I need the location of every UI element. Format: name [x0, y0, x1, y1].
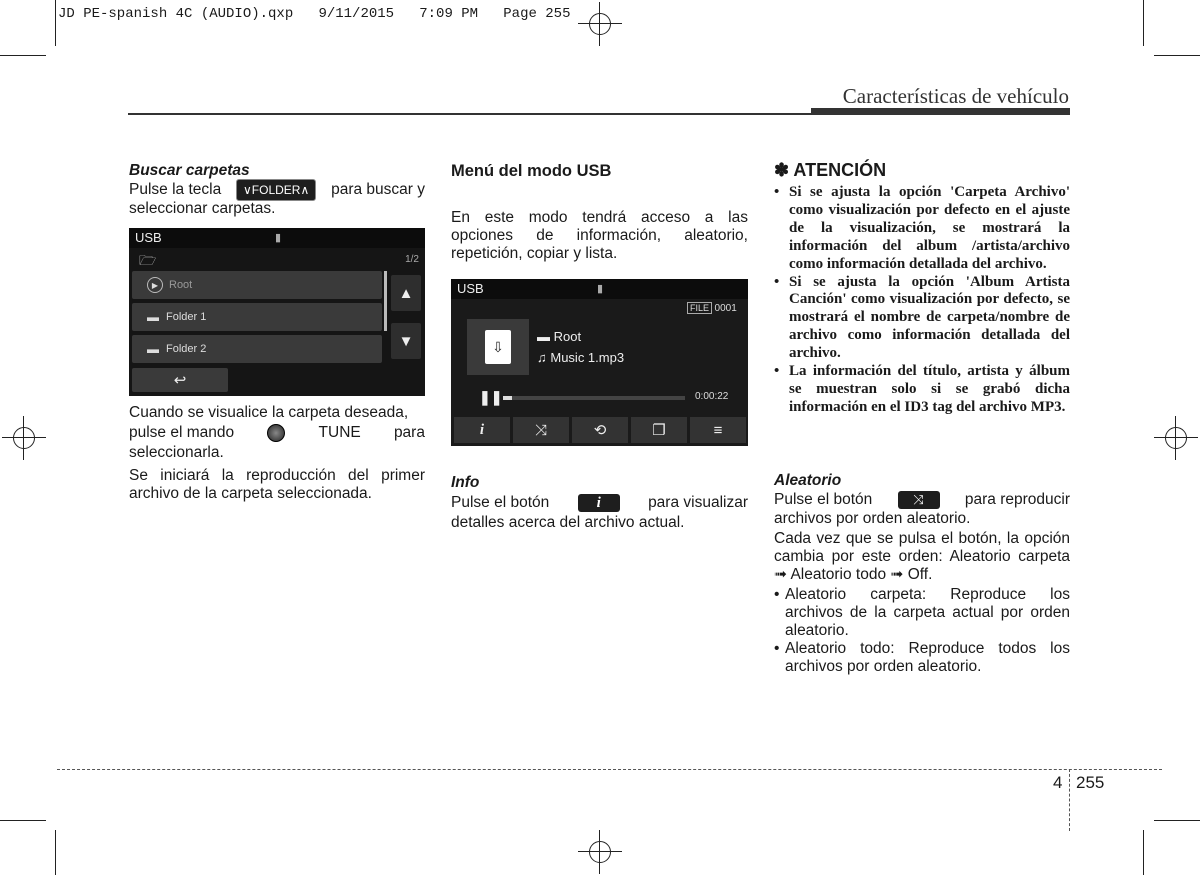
list-item: [774, 640, 1070, 676]
arrow-up-icon: ▲: [398, 284, 414, 302]
folder-line: [537, 329, 581, 344]
column-2-lower: [451, 474, 748, 532]
subtitle-buscar-carpetas: Buscar carpetas: [129, 162, 250, 179]
text: TUNE: [318, 424, 361, 441]
bullet: •: [774, 273, 780, 290]
text: Aleatorio carpeta: Reproduce los archivos de la carpeta actual por orden aleatorio.: [785, 586, 1070, 639]
text: Si se ajusta la opción 'Album Artista Canción' como visualización por defecto, se mostrará el nombre de carpeta/nombre de archivo como información detallada del archivo.: [789, 273, 1070, 362]
back-arrow-icon: ↩: [173, 372, 187, 389]
bullet: •: [774, 184, 780, 200]
bullet: •: [774, 363, 780, 380]
scroll-up-button[interactable]: [391, 275, 421, 311]
file-number: 0001: [714, 303, 737, 314]
text: Pulse el botón: [774, 491, 873, 508]
text: Cada vez que se pulsa el botón, la opción cambia por este orden: Aleatorio carpeta ➟ Aleatorio todo ➟ Off.: [774, 530, 1070, 583]
crop-mark: [1143, 0, 1144, 46]
status-bar: [129, 228, 425, 248]
list-button[interactable]: [690, 417, 746, 443]
folder-icon: ▬: [537, 329, 550, 344]
paragraph-line: [129, 180, 425, 200]
column-1: [129, 162, 425, 218]
text: para: [393, 424, 425, 441]
footer-rule: [57, 769, 1162, 770]
section-title: Características de vehículo: [842, 84, 1069, 108]
usb-drive-icon: ⇩: [485, 330, 511, 364]
info-button[interactable]: [454, 417, 510, 443]
text: para buscar y: [331, 181, 425, 198]
page-indicator: 1/2: [405, 254, 419, 265]
usb-icon: ▮: [275, 232, 282, 244]
registration-mark-top: [578, 2, 622, 46]
progress-fill: [503, 396, 512, 400]
header-rule: [128, 113, 811, 115]
folder-key-label: FOLDER: [251, 183, 301, 197]
arrow-down-icon: ▼: [398, 332, 414, 350]
shuffle-button-icon: ⤨: [898, 491, 940, 509]
tune-knob-icon: [267, 424, 285, 442]
info-button-icon: i: [578, 494, 620, 512]
list-item-label: Folder 2: [166, 343, 207, 355]
repeat-button[interactable]: [572, 417, 628, 443]
album-art: [467, 319, 529, 375]
text: pulse el mando: [129, 424, 235, 441]
info-icon: i: [479, 421, 485, 438]
text: archivos por orden aleatorio.: [774, 510, 971, 527]
text: Aleatorio todo: Reproduce todos los archivos por orden aleatorio.: [785, 640, 1070, 675]
crop-mark: [1154, 55, 1200, 56]
list-item-root[interactable]: [132, 271, 382, 299]
registration-mark-right: [1154, 416, 1198, 460]
paragraph-line: [451, 492, 748, 514]
text: seleccionarla.: [129, 444, 224, 461]
text: Se iniciará la reproducción del primer archivo de la carpeta seleccionada.: [129, 467, 425, 502]
text: La información del título, artista y álbum se muestran solo si se grabó dicha información en el ID3 tag del archivo MP3.: [789, 363, 1070, 415]
track-line: [537, 350, 624, 365]
column-3: [774, 160, 1070, 417]
elapsed-time: 0:00:22: [695, 391, 729, 402]
aleatorio-list: [774, 586, 1070, 676]
back-button[interactable]: [132, 368, 228, 392]
crop-mark: [0, 55, 46, 56]
paragraph-line: [774, 490, 1070, 510]
copy-icon: ❐: [652, 422, 666, 439]
list-item-label: Root: [169, 279, 193, 291]
header-rule-thick: [811, 108, 1070, 115]
chevron-down-icon: ∨: [243, 183, 252, 197]
folder-key: [236, 179, 316, 201]
bullet: •: [774, 586, 780, 603]
file-indicator: [687, 303, 737, 314]
status-bar: [451, 279, 748, 299]
attention-list: [774, 184, 1070, 417]
heading-menu-usb: Menú del modo USB: [451, 162, 612, 180]
play-circle-icon: ▶: [147, 277, 163, 293]
attention-item: [774, 363, 1070, 417]
progress-bar[interactable]: [503, 396, 685, 400]
list-item: [774, 586, 1070, 640]
text: para reproducir: [964, 491, 1070, 508]
chevron-up-icon: ∧: [300, 183, 310, 197]
heading-atencion: ✽ ATENCIÓN: [774, 160, 887, 180]
text: seleccionar carpetas.: [129, 200, 276, 217]
copy-button[interactable]: [631, 417, 687, 443]
crop-mark: [0, 820, 46, 821]
repeat-icon: ⟲: [593, 422, 607, 439]
crop-mark: [1154, 820, 1200, 821]
folder-open-icon: 🗁: [139, 252, 157, 268]
list-icon: ≡: [713, 421, 723, 439]
text: Pulse el botón: [451, 494, 550, 511]
text: Pulse la tecla: [129, 181, 222, 198]
list-item-label: Folder 1: [166, 311, 207, 323]
track-name: Music 1.mp3: [550, 350, 625, 365]
column-1-lower: [129, 404, 425, 503]
crop-mark: [55, 830, 56, 875]
crop-mark: [1143, 830, 1144, 875]
footer-divider: [1069, 769, 1070, 831]
music-note-icon: ♫: [537, 350, 547, 365]
registration-mark-left: [2, 416, 46, 460]
bullet: •: [774, 640, 780, 657]
shuffle-button[interactable]: [513, 417, 569, 443]
text: Si se ajusta la opción 'Carpeta Archivo' como visualización por defecto en el ajuste de la visualización, se mostrará la información del album /artista/archivo como información detallada del archivo.: [789, 184, 1070, 272]
status-label: USB: [135, 230, 162, 245]
folder-icon: ▬: [147, 310, 159, 324]
subtitle-aleatorio: Aleatorio: [774, 472, 842, 489]
shuffle-icon: ⤨: [534, 421, 547, 439]
usb-folder-screen: [129, 228, 425, 396]
folder-icon: ▬: [147, 342, 159, 356]
print-slug: JD PE-spanish 4C (AUDIO).qxp 9/11/2015 7:09 PM Page 255: [58, 6, 571, 22]
registration-mark-bottom: [578, 830, 622, 874]
scroll-down-button[interactable]: [391, 323, 421, 359]
page-number: 255: [1076, 773, 1105, 792]
column-3-lower: [774, 472, 1070, 676]
folder-name: Root: [553, 329, 582, 344]
usb-icon: ▮: [597, 283, 604, 295]
file-badge: FILE: [687, 302, 712, 314]
status-label: USB: [457, 281, 484, 296]
text: Cuando se visualice la carpeta deseada,: [129, 404, 409, 421]
attention-item: [774, 274, 1070, 364]
text: para visualizar: [648, 494, 748, 511]
text: detalles acerca del archivo actual.: [451, 514, 685, 531]
crop-mark: [55, 0, 56, 46]
list-item-folder-1[interactable]: [132, 303, 382, 331]
text: En este modo tendrá acceso a las opciones de información, aleatorio, repetición, copiar y lista.: [451, 209, 748, 262]
subtitle-info: Info: [451, 474, 480, 491]
list-item-folder-2[interactable]: [132, 335, 382, 363]
control-bar: [454, 417, 747, 443]
attention-item: [774, 184, 1070, 274]
usb-player-screen: [451, 279, 748, 446]
pause-icon[interactable]: ❚❚: [479, 389, 503, 405]
paragraph-line: [129, 422, 425, 444]
scrollbar[interactable]: [384, 271, 387, 331]
column-2: [451, 162, 748, 263]
chapter-number: 4: [1053, 773, 1063, 792]
